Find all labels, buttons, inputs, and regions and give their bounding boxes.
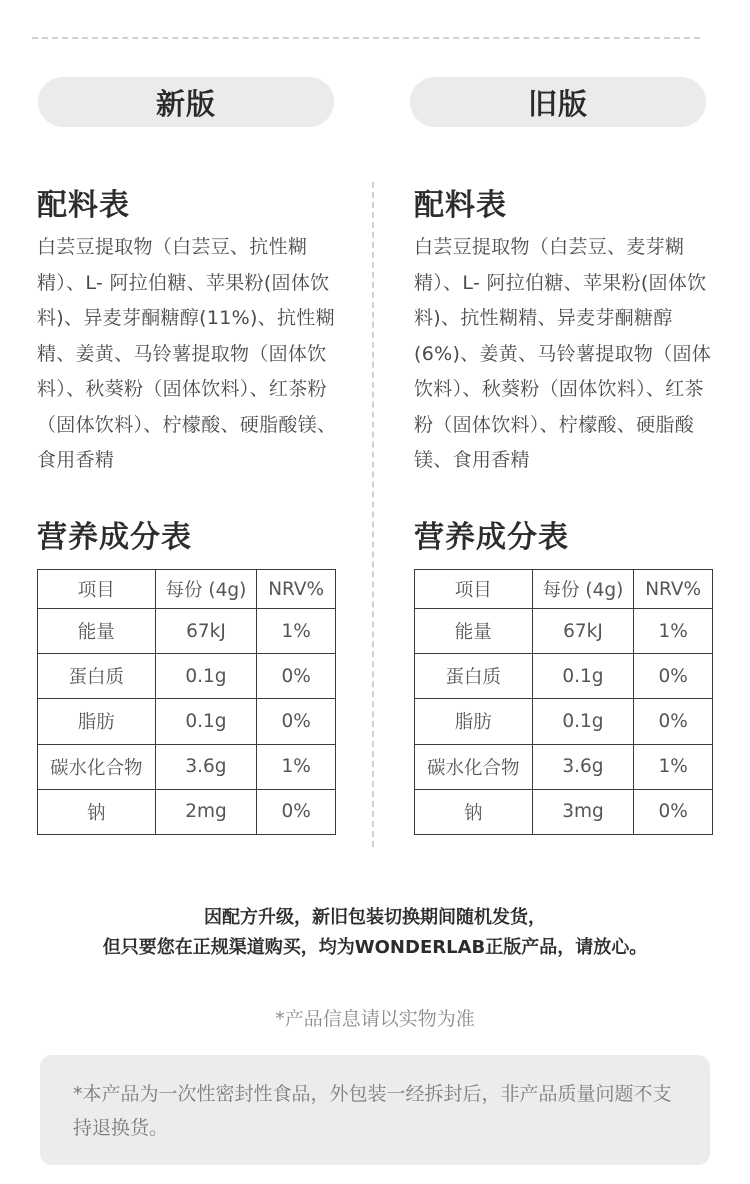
table-cell: 0% [257,789,336,834]
table-header-cell: 每份 (4g) [532,570,634,609]
table-row [415,654,713,699]
old-ingredients-text: 白芸豆提取物（白芸豆、麦芽糊精）、L- 阿拉伯糖、苹果粉(固体饮料)、抗性糊精、异麦芽酮糖醇(6%)、姜黄、马铃薯提取物（固体饮料）、秋葵粉（固体饮料）、红茶粉（固体饮料）、柠檬酸、硬脂酸镁、食用香精 [414,236,712,471]
return-policy-note: *本产品为一次性密封性食品，外包装一经拆封后，非产品质量问题不支持退换货。 [40,1055,710,1165]
table-cell: 蛋白质 [38,654,156,699]
table-cell: 0% [634,654,713,699]
table-cell: 3mg [532,789,634,834]
table-cell: 1% [634,744,713,789]
table-cell: 1% [634,609,713,654]
old-nutrition-title: 营养成分表 [414,520,569,555]
table-row [38,654,336,699]
new-version-label: 新版 [38,77,334,127]
table-cell: 0% [257,699,336,744]
new-ingredients-text: 白芸豆提取物（白芸豆、抗性糊精）、L- 阿拉伯糖、苹果粉(固体饮料)、异麦芽酮糖醇(11%)、抗性糊精、姜黄、马铃薯提取物（固体饮料）、秋葵粉（固体饮料）、红茶粉（固体饮料）、柠檬酸、硬脂酸镁、食用香精 [37,236,337,471]
table-cell: 0.1g [532,654,634,699]
table-cell: 1% [257,609,336,654]
table-cell: 0.1g [532,699,634,744]
new-ingredients-title: 配料表 [37,188,130,223]
new-nutrition-title: 营养成分表 [37,520,192,555]
old-version-label: 旧版 [410,77,706,127]
table-cell: 0.1g [155,699,257,744]
table-cell: 脂肪 [38,699,156,744]
table-cell: 67kJ [532,609,634,654]
table-cell: 钠 [38,789,156,834]
table-cell: 0.1g [155,654,257,699]
table-cell: 碳水化合物 [38,744,156,789]
table-cell: 能量 [415,609,533,654]
table-row [38,699,336,744]
table-row [415,744,713,789]
table-cell: 67kJ [155,609,257,654]
table-cell: 2mg [155,789,257,834]
table-row [38,744,336,789]
table-cell: 碳水化合物 [415,744,533,789]
table-row [38,789,336,834]
table-cell: 钠 [415,789,533,834]
table-header-cell: NRV% [634,570,713,609]
table-cell: 1% [257,744,336,789]
table-cell: 3.6g [532,744,634,789]
table-header-cell: 项目 [415,570,533,609]
table-row [38,609,336,654]
product-info-disclaimer: *产品信息请以实物为准 [275,1008,475,1030]
table-cell: 0% [634,789,713,834]
table-row [415,609,713,654]
old-ingredients-title: 配料表 [414,188,507,223]
table-cell: 能量 [38,609,156,654]
table-cell: 脂肪 [415,699,533,744]
table-cell: 3.6g [155,744,257,789]
table-header-row [415,570,713,609]
top-divider [32,37,700,39]
old-nutrition-table [414,569,713,835]
table-cell: 0% [257,654,336,699]
table-row [415,789,713,834]
table-header-row [38,570,336,609]
table-cell: 蛋白质 [415,654,533,699]
table-header-cell: 每份 (4g) [155,570,257,609]
table-header-cell: NRV% [257,570,336,609]
column-divider [372,182,374,847]
packaging-notice-line2: 但只要您在正规渠道购买，均为WONDERLAB正版产品，请放心。 [102,937,648,958]
packaging-notice-line1: 因配方升级，新旧包装切换期间随机发货， [204,907,546,928]
table-cell: 0% [634,699,713,744]
new-nutrition-table [37,569,336,835]
table-row [415,699,713,744]
table-header-cell: 项目 [38,570,156,609]
packaging-notice [0,903,750,963]
